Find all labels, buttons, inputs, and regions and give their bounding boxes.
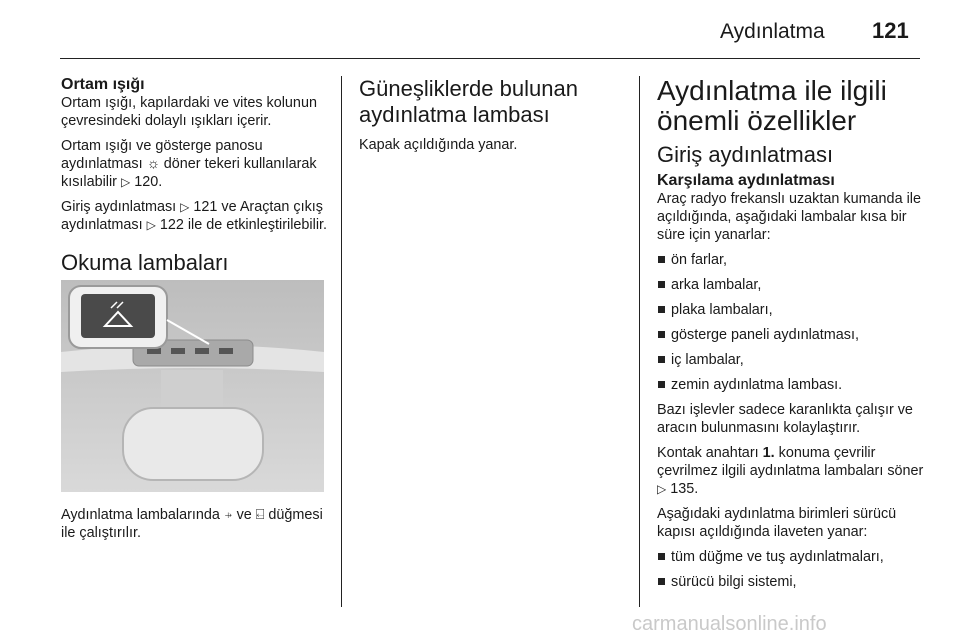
caption-text-b: düğmesi ile çalıştırılır. [61, 507, 323, 541]
list-item: zemin aydınlatma lambası. [657, 376, 925, 394]
welcome-p3-text-c: konuma çevrilir çevrilmez ilgili aydınlatma lambaları söner [657, 445, 924, 479]
dial-icon: ☼ [146, 156, 160, 172]
ambient-p2-ref[interactable]: 120. [134, 174, 163, 190]
column-divider-1 [341, 76, 342, 607]
list-item: tüm düğme ve tuş aydınlatmaları, [657, 548, 925, 566]
list-item: arka lambalar, [657, 276, 925, 294]
list-item: gösterge paneli aydınlatması, [657, 326, 925, 344]
lighting-features-heading: Aydınlatma ile ilgili önemli özellikler [657, 75, 887, 136]
welcome-paragraph-3 [657, 444, 925, 498]
ambient-paragraph-3 [61, 198, 329, 234]
ambient-p2-text-b: döner tekeri kullanılarak kısılabilir [61, 156, 317, 190]
welcome-paragraph-4: Aşağıdaki aydınlatma birimleri sürücü kapısı açıldığında ilaveten yanar: [657, 506, 897, 540]
column-2 [359, 76, 627, 161]
column-3 [657, 76, 925, 598]
list-item: ön farlar, [657, 251, 925, 269]
list-item: sürücü bilgi sistemi, [657, 573, 925, 591]
ambient-paragraph-1: Ortam ışığı, kapılardaki ve vites kolunun çevresindeki dolaylı ışıkları içerir. [61, 95, 317, 129]
reading-lamps-caption [61, 506, 329, 542]
ambient-p3-text-a: Giriş aydınlatması [61, 199, 177, 215]
welcome-lamp-list [657, 251, 925, 394]
reading-lamps-heading: Okuma lambaları [61, 250, 229, 275]
ambient-light-heading: Ortam ışığı [61, 76, 145, 93]
list-item: iç lambalar, [657, 351, 925, 369]
sunvisor-lamp-heading: Güneşliklerde bulunan aydınlatma lambası [359, 76, 578, 127]
ambient-p3-ref-1[interactable]: 121 ve Araçtan çıkış aydınlatması [61, 199, 323, 233]
caption-text-a: Aydınlatma lambalarında [61, 507, 220, 523]
welcome-p3-text-a: Kontak anahtarı [657, 445, 759, 461]
ambient-p2-text-a: Ortam ışığı ve gösterge panosu aydınlatması [61, 138, 263, 172]
lamp-icon-right: ⍇ [255, 507, 265, 523]
reading-lamp-illustration [61, 280, 324, 492]
column-divider-2 [639, 76, 640, 607]
ref-arrow-icon: ▷ [180, 200, 190, 214]
ref-arrow-icon: ▷ [146, 218, 156, 232]
watermark: carmanualsonline.info [632, 613, 827, 635]
list-item: plaka lambaları, [657, 301, 925, 319]
column-1 [61, 76, 329, 549]
welcome-lighting-heading: Karşılama aydınlatması [657, 172, 835, 189]
welcome-paragraph-2: Bazı işlevler sadece karanlıkta çalışır ve aracın bulunmasını kolaylaştırır. [657, 402, 913, 436]
running-header-title: Aydınlatma [720, 20, 825, 43]
ref-arrow-icon: ▷ [120, 175, 131, 189]
welcome-paragraph-1: Araç radyo frekanslı uzaktan kumanda ile açıldığında, aşağıdaki lambalar kısa bir süre için yanarlar: [657, 191, 921, 243]
ignition-position: 1. [762, 445, 775, 461]
ambient-p3-ref-2[interactable]: 122 ile de etkinleştirilebilir. [159, 217, 328, 233]
header-rule [60, 58, 920, 59]
page-number: 121 [872, 18, 909, 43]
caption-text-ve: ve [236, 507, 252, 523]
ambient-paragraph-2 [61, 137, 329, 191]
welcome-p3-ref[interactable]: 135. [670, 481, 699, 497]
ref-arrow-icon: ▷ [657, 482, 667, 496]
entry-lighting-heading: Giriş aydınlatması [657, 142, 834, 167]
sunvisor-lamp-paragraph: Kapak açıldığında yanar. [359, 137, 518, 153]
lamp-icon-left: ⍆ [223, 507, 233, 523]
driver-door-list [657, 548, 925, 591]
